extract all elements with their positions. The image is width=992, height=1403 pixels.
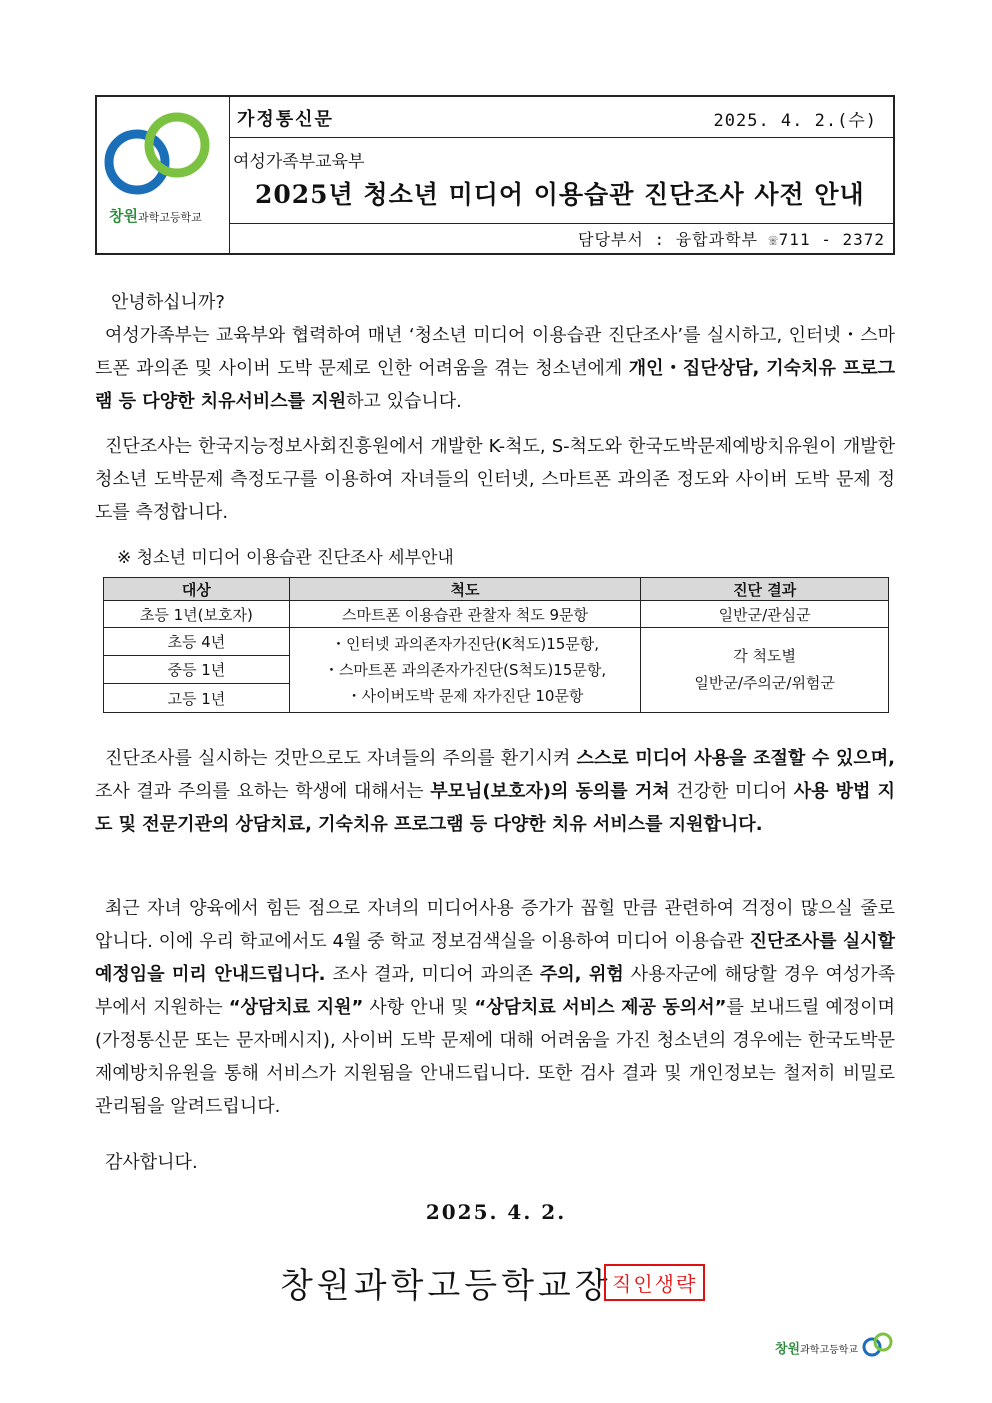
result-cell: 각 척도별 일반군/주의군/위험군 xyxy=(641,628,889,713)
table-header: 대상 xyxy=(104,578,290,601)
phone-icon: ☏ xyxy=(768,231,779,249)
school-logo-icon xyxy=(97,97,229,253)
footer-logo-label: 창원과학고등학교 xyxy=(775,1342,859,1357)
footer-logo-icon xyxy=(859,1330,897,1360)
phone-number: 711 - 2372 xyxy=(778,230,885,249)
table-cell: 일반군/관심군 xyxy=(641,601,889,628)
scale-item: ・사이버도박 문제 자가진단 10문항 xyxy=(346,687,584,705)
table-cell: 스마트폰 이용습관 관찰자 척도 9문항 xyxy=(289,601,641,628)
notice-date: 2025. 4. 2.(수) xyxy=(713,111,877,131)
scale-item: ・스마트폰 과의존자가진단(S척도)15문항, xyxy=(323,661,607,679)
intro-paragraph xyxy=(95,286,895,418)
table-cell: 초등 1년(보호자) xyxy=(104,601,290,628)
page-title: 2025년 청소년 미디어 이용습관 진단조사 사전 안내 xyxy=(255,180,865,209)
scale-item: ・인터넷 과의존자가진단(K척도)15문항, xyxy=(331,635,600,653)
department-contact xyxy=(578,227,885,250)
table-header-row xyxy=(104,578,889,601)
org-label: 여성가족부교육부 xyxy=(233,152,365,172)
table-header: 진단 결과 xyxy=(641,578,889,601)
intro-emphasis: 개인・집단상담, 기숙치유 프로그램 등 다양한 치유서비스를 지원 xyxy=(95,358,895,412)
greeting: 안녕하십니까? xyxy=(111,292,225,313)
header-box xyxy=(95,95,895,255)
intro-tail: 하고 있습니다. xyxy=(346,391,462,412)
school-logo xyxy=(97,97,230,253)
closing-thanks: 감사합니다. xyxy=(105,1152,198,1173)
table-cell: 고등 1년 xyxy=(104,684,290,713)
table-row xyxy=(104,628,889,656)
bulletin-label: 가정통신문 xyxy=(237,109,334,130)
intro-text: 여성가족부는 교육부와 협력하여 매년 ‘청소년 미디어 이용습관 진단조사’를 실시하고, 인터넷・스마트폰 과의존 및 사이버 도박 문제로 인한 어려움을 겪는 청소년에게 xyxy=(95,325,895,379)
survey-table xyxy=(103,577,889,713)
seal-stamp: 직인생략 xyxy=(604,1264,705,1301)
footer-logo xyxy=(775,1330,897,1366)
survey-paragraph: 진단조사는 한국지능정보사회진흥원에서 개발한 K-척도, S-척도와 한국도박문제예방치유원이 개발한 청소년 도박문제 측정도구를 이용하여 자녀들의 인터넷, 스마트폰 과의존 정도와 사이버 도박 문제 정도를 측정합니다. xyxy=(95,436,895,523)
benefit-paragraph: 진단조사를 실시하는 것만으로도 자녀들의 주의를 환기시켜 스스로 미디어 사용을 조절할 수 있으며, 조사 결과 주의를 요하는 학생에 대해서는 부모님(보호자)의 동의를 거쳐 건강한 미디어 사용 방법 지도 및 전문기관의 상담치료, 기숙치유 프로그램 등 다양한 치유 서비스를 지원합니다. xyxy=(95,748,895,835)
table-cell: 중등 1년 xyxy=(104,656,290,684)
logo-label: 창원과학고등학교 xyxy=(109,207,202,225)
table-note: ※ 청소년 미디어 이용습관 진단조사 세부안내 xyxy=(117,548,454,568)
table-header: 척도 xyxy=(289,578,641,601)
department-label: 담당부서 : 융합과학부 xyxy=(577,230,758,249)
schedule-paragraph: 최근 자녀 양육에서 힘든 점으로 자녀의 미디어사용 증가가 꼽힐 만큼 관련하여 걱정이 많으실 줄로 압니다. 이에 우리 학교에서도 4월 중 학교 정보검색실을 이용하여 미디어 이용습관 진단조사를 실시할 예정임을 미리 안내드립니다. 조사 결과, 미디어 과의존 주의, 위험 사용자군에 해당할 경우 여성가족부에서 지원하는 “상담치료 지원” 사항 안내 및 “상담치료 서비스 제공 동의서”를 보내드릴 예정이며(가정통신문 또는 문자메시지), 사이버 도박 문제에 대해 어려움을 가진 청소년의 경우에는 한국도박문제예방치유원을 통해 서비스가 지원됨을 안내드립니다. 또한 검사 결과 및 개인정보는 철저히 비밀로 관리됨을 알려드립니다. xyxy=(95,898,896,1117)
table-row xyxy=(104,601,889,628)
scale-cell xyxy=(289,628,641,713)
signature-date: 2025. 4. 2. xyxy=(425,1200,567,1224)
principal-name: 창원과학고등학교장 xyxy=(280,1266,612,1306)
table-cell: 초등 4년 xyxy=(104,628,290,656)
